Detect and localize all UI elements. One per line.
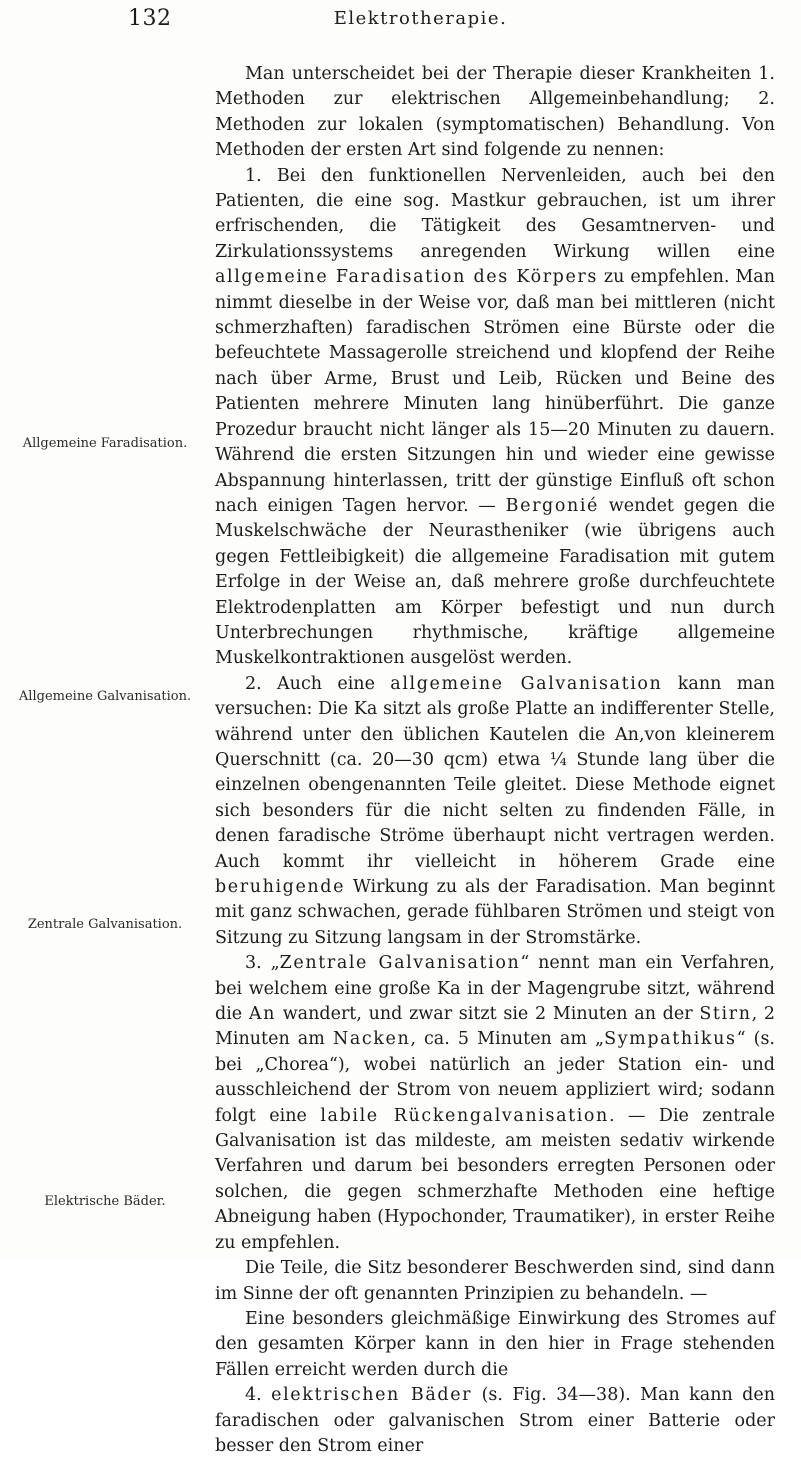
text-run: 2. Auch eine [245, 673, 391, 694]
text-run: , ca. 5 Minuten am „ [410, 1029, 605, 1050]
author-name: Bergonié [505, 495, 600, 516]
emphasis-text: Nacken [332, 1029, 411, 1050]
text-run: “ (s. bei „Chorea“), wobei natürlich an jeder Station ein- und ausschleichend der Strom von neuem appliziert wird; sodann folgt eine [215, 1029, 775, 1126]
emphasis-text: Sympathikus [604, 1029, 737, 1050]
emphasis-text: allgemeine Galvanisation [390, 673, 663, 694]
text-run: (s. Fig. 34—38). Man kann den faradischen oder galvanischen Strom einer Batterie oder besser den Strom einer [215, 1385, 775, 1456]
text-run: zu empfehlen. Man nimmt dieselbe in der Weise vor, daß man bei mittleren (nicht schmerzhaften) faradischen Strömen eine Bürste oder die befeuchtete Massagerolle streichend und klopfend der Reihe nach über Arme, Brust und Leib, Rücken und Beine des Patienten mehrere Minuten lang hinüberführt. Die ganze Prozedur braucht nicht länger als 15—20 Minuten zu dauern. Während die ersten Sitzungen hin und wieder eine gewisse Abspannung hinterlassen, tritt der günstige Einfluß oft schon nach einigen Tagen hervor. — [215, 267, 775, 516]
emphasis-text: labile Rückengalvanisation [320, 1105, 609, 1126]
paragraph-galvanisation [215, 672, 775, 951]
text-run: Wirkung zu als der Faradisation. Man beginnt mit ganz schwachen, gerade fühlbaren Strömen und steigt von Sitzung zu Sitzung langsam in der Stromstärke. [215, 877, 775, 948]
emphasis-text: allgemeine Faradisation des Körpers [215, 267, 598, 288]
text-run: kann man versuchen: Die Ka sitzt als große Platte an indifferenter Stelle, während unter den üblichen Kautelen die An,von kleinerem Querschnitt (ca. 20—30 qcm) etwa ¼ Stunde lang über die einzelnen obengenannten Teile gleitet. Diese Methode eignet sich besonders für die nicht selten zu findenden Fälle, in denen faradische Ströme überhaupt nicht vertragen werden. Auch kommt ihr vielleicht in höherem Grade eine [215, 673, 775, 872]
margin-note-allgemeine-faradisation: Allgemeine Faradisation. [22, 436, 188, 451]
margin-note-zentrale-galvanisation: Zentrale Galvanisation. [27, 917, 183, 932]
paragraph-teile: Die Teile, die Sitz besonderer Beschwerden sind, sind dann im Sinne der oft genannten Prinzipien zu behandeln. — [215, 1258, 775, 1304]
emphasis-text: An [248, 1004, 276, 1025]
text-run: wandert, und zwar sitzt sie 2 Minuten an der [275, 1004, 700, 1025]
margin-note-elektrische-baeder: Elektrische Bäder. [44, 1194, 166, 1209]
body-text [215, 62, 775, 1459]
emphasis-text: Stirn [699, 1004, 752, 1025]
running-head: Elektrotherapie. [333, 8, 508, 29]
text-run: 1. Bei den funktionellen Nervenleiden, auch bei den Patienten, die eine sog. Mastkur gebrauchen, ist um ihrer erfrischenden, die Tätigkeit des Gesamtnerven- und Zirkulationssystems anregenden Wirkung willen eine [215, 165, 775, 262]
emphasis-text: Zentrale Galvanisation [279, 953, 521, 974]
paragraph-intro: Man unterscheidet bei der Therapie dieser Krankheiten 1. Methoden zur elektrischen Allgemeinbehandlung; 2. Methoden zur lokalen (symptomatischen) Behandlung. Von Methoden der ersten Art sind folgende zu nennen: [215, 64, 775, 161]
paragraph-einwirkung: Eine besonders gleichmäßige Einwirkung des Stromes auf den gesamten Körper kann in den hier in Frage stehenden Fällen erreicht werden durch die [215, 1308, 775, 1380]
text-run: . — Die zentrale Galvanisation ist das mildeste, am meisten sedativ wirkende Verfahren und darum bei besonders erregten Personen oder solchen, die gegen schmerzhafte Methoden eine heftige Abneigung haben (Hypochonder, Traumatiker), in erster Reihe zu empfehlen. [215, 1105, 775, 1253]
margin-note-allgemeine-galvanisation: Allgemeine Galvanisation. [18, 689, 192, 704]
text-run: 3. „ [245, 953, 280, 974]
page-number: 132 [128, 6, 172, 31]
emphasis-text: elektrischen Bäder [271, 1385, 473, 1406]
text-run: wendet gegen die Muskelschwäche der Neurastheniker (wie übrigens auch gegen Fettleibigkeit) die allgemeine Faradisation mit gutem Erfolge in der Weise an, daß mehrere große durchfeuchtete Elektrodenplatten am Körper befestigt und nun durch Unterbrechungen rhythmische, kräftige allgemeine Muskelkontraktionen ausgelöst werden. [215, 495, 775, 669]
emphasis-text: beruhigende [215, 877, 346, 897]
paragraph-faradisation [215, 164, 775, 672]
text-run: 4. [245, 1385, 272, 1406]
paragraph-elektrische-baeder [215, 1383, 775, 1459]
paragraph-zentrale-galvanisation [215, 951, 775, 1256]
page-header [0, 6, 801, 50]
text-run: , 2 Minuten am [215, 1004, 776, 1050]
text-run: “ nennt man ein Verfahren, bei welchem eine große Ka in der Magengrube sitzt, während die [215, 953, 775, 1025]
